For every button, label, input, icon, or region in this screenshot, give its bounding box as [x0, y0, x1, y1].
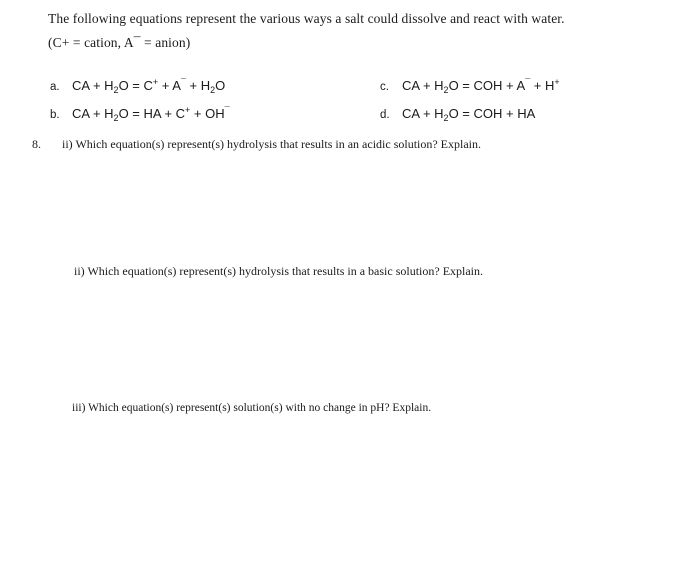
equation-a-superscript: + — [152, 77, 159, 87]
equation-b-text: CA + H — [72, 106, 114, 121]
equation-a-text: O = C — [118, 78, 153, 93]
equation-c-subscript: 2 — [443, 85, 449, 95]
equation-a-subscript: 2 — [210, 85, 216, 95]
question-neutral: iii) Which equation(s) represent(s) solution(s) with no change in pH? Explain. — [72, 402, 432, 414]
equation-a-label: a. — [50, 81, 60, 93]
intro-line-1: The following equations represent the various ways a salt could dissolve and react with water. — [48, 11, 565, 26]
equation-b-subscript: 2 — [113, 113, 119, 123]
equation-d-label: d. — [380, 109, 390, 121]
question-acidic: ii) Which equation(s) represent(s) hydrolysis that results in an acidic solution? Explain. — [62, 137, 482, 151]
equation-c-text: + H — [530, 78, 555, 93]
question-basic: ii) Which equation(s) represent(s) hydrolysis that results in a basic solution? Explain. — [74, 264, 484, 278]
equation-d-text: O = COH + HA — [448, 106, 536, 121]
equation-c-text: O = COH + A — [448, 78, 526, 93]
equation-c-text: CA + H — [402, 78, 444, 93]
equation-a-text: + H — [185, 78, 211, 93]
equation-d-text: CA + H — [402, 106, 444, 121]
equation-a-superscript: ¯ — [180, 77, 186, 87]
equation-c-superscript: + — [554, 77, 560, 87]
equation-b-text: + OH — [190, 106, 225, 121]
equation-a — [50, 78, 225, 93]
equation-c — [380, 78, 560, 93]
question-number: 8. — [32, 137, 41, 151]
intro-line-2: (C+ = cation, A¯ = anion) — [48, 35, 191, 50]
equation-d — [380, 106, 535, 121]
equation-a-text: + A — [158, 78, 181, 93]
equation-b-superscript: + — [185, 105, 191, 115]
equation-b-text: O = HA + C — [118, 106, 186, 121]
equation-d-subscript: 2 — [443, 113, 449, 123]
equation-b-superscript: ¯ — [224, 105, 230, 115]
equation-a-subscript: 2 — [113, 85, 119, 95]
equation-c-label: c. — [380, 81, 389, 93]
equation-c-superscript: ¯ — [525, 77, 531, 87]
equation-b — [50, 106, 230, 121]
equation-b-label: b. — [50, 109, 60, 121]
equation-a-text: CA + H — [72, 78, 114, 93]
equation-a-text: O — [215, 78, 226, 93]
